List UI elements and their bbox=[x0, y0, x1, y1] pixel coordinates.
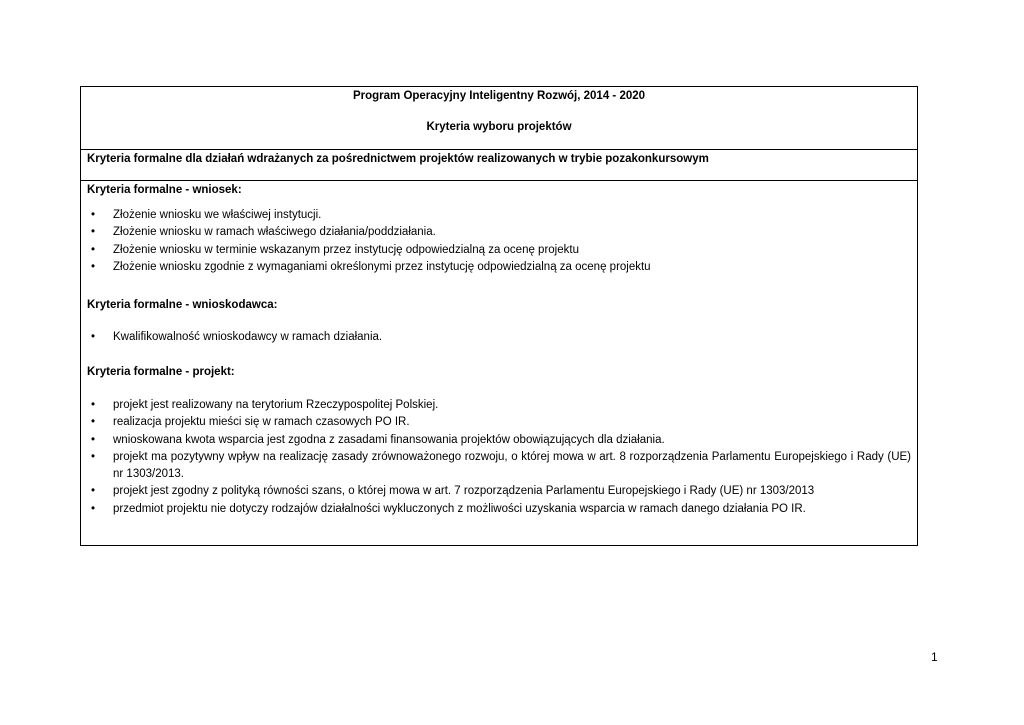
list-item: • Złożenie wniosku zgodnie z wymaganiami określonymi przez instytucję odpowiedzialną za ocenę projektu bbox=[87, 259, 911, 276]
section-title: Kryteria formalne dla działań wdrażanych za pośrednictwem projektów realizowanych w trybie pozakonkursowym bbox=[87, 153, 709, 165]
group-list-wniosek bbox=[87, 207, 911, 276]
group-list-projekt bbox=[87, 397, 911, 518]
bullet-icon: • bbox=[91, 243, 96, 256]
table-header bbox=[81, 87, 917, 150]
list-item: • Złożenie wniosku w ramach właściwego działania/poddziałania. bbox=[87, 224, 911, 241]
group-list-wnioskodawca bbox=[87, 329, 911, 346]
list-item: • przedmiot projektu nie dotyczy rodzajów działalności wykluczonych z możliwości uzyskania wsparcia w ramach danego działania PO IR. bbox=[87, 501, 911, 518]
page-number: 1 bbox=[931, 650, 938, 664]
bullet-icon: • bbox=[91, 331, 96, 343]
group-heading-projekt: Kryteria formalne - projekt: bbox=[87, 366, 235, 378]
bullet-icon: • bbox=[91, 485, 96, 498]
section-title-row bbox=[81, 150, 917, 181]
criteria-content bbox=[81, 181, 917, 545]
list-item: • realizacja projektu mieści się w ramach czasowych PO IR. bbox=[87, 414, 911, 431]
bullet-icon: • bbox=[91, 260, 96, 273]
bullet-icon: • bbox=[91, 433, 96, 446]
group-heading-wniosek: Kryteria formalne - wniosek: bbox=[87, 184, 242, 196]
bullet-icon: • bbox=[91, 399, 96, 411]
document-subtitle: Kryteria wyboru projektów bbox=[426, 121, 572, 133]
criteria-table bbox=[80, 86, 918, 546]
list-item: • projekt jest zgodny z polityką równości szans, o której mowa w art. 7 rozporządzenia Parlamentu Europejskiego i Rady (UE) nr 1303/2013 bbox=[87, 483, 911, 500]
group-heading-wnioskodawca: Kryteria formalne - wnioskodawca: bbox=[87, 299, 278, 311]
bullet-icon: • bbox=[91, 226, 96, 239]
list-item: • projekt jest realizowany na terytorium Rzeczypospolitej Polskiej. bbox=[87, 397, 911, 414]
bullet-icon: • bbox=[91, 502, 96, 515]
list-item: • projekt ma pozytywny wpływ na realizację zasady zrównoważonego rozwoju, o której mowa w art. 8 rozporządzenia Parlamentu Europejskiego i Rady (UE) nr 1303/2013. bbox=[91, 450, 911, 481]
bullet-icon: • bbox=[91, 450, 96, 463]
bullet-icon: • bbox=[91, 416, 96, 429]
list-item: • wnioskowana kwota wsparcia jest zgodna z zasadami finansowania projektów obowiązujących dla działania. bbox=[87, 432, 911, 449]
list-item: • Złożenie wniosku w terminie wskazanym przez instytucję odpowiedzialną za ocenę projektu bbox=[87, 242, 911, 259]
program-title: Program Operacyjny Inteligentny Rozwój, 2014 - 2020 bbox=[352, 90, 646, 102]
bullet-icon: • bbox=[91, 209, 96, 221]
list-item: • Kwalifikowalność wnioskodawcy w ramach działania. bbox=[87, 329, 911, 346]
list-item: • Złożenie wniosku we właściwej instytucji. bbox=[87, 207, 911, 224]
